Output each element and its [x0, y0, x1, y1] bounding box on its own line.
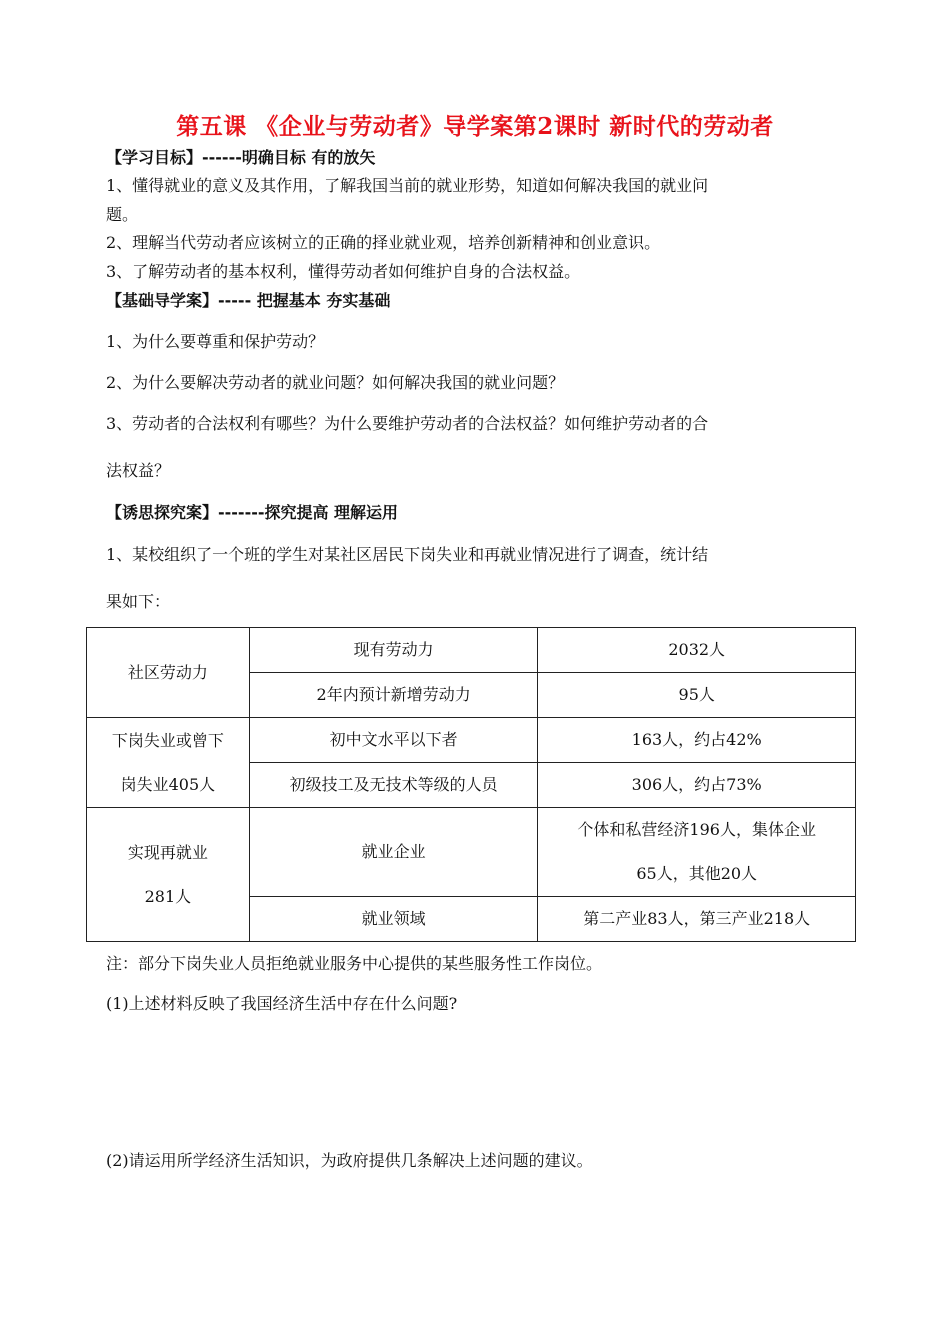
- basics-question-3-line-2: 法权益？: [106, 461, 171, 480]
- row-value-current-labor: 2032人: [538, 628, 856, 673]
- row-item-current-labor: 现有劳动力: [249, 628, 538, 673]
- explore-header: 【诱思探究案】-------探究提高 理解运用: [106, 503, 399, 522]
- row-value-sector: 第二产业83人，第三产业218人: [538, 897, 856, 942]
- survey-table: [86, 627, 856, 942]
- table-row: [87, 628, 856, 673]
- row-value-employer-line-2: 65人，其他20人: [636, 864, 758, 883]
- goal-item-1-line-2: 题。: [106, 205, 139, 224]
- row-item-new-labor: 2年内预计新增劳动力: [249, 673, 538, 718]
- row-value-low-skill: 306人，约占73%: [538, 763, 856, 808]
- group-label-laid-off: [87, 718, 250, 808]
- row-item-low-education: 初中文水平以下者: [249, 718, 538, 763]
- group-label-reemployed-line-2: 281人: [144, 886, 192, 906]
- goal-item-1-line-1: 1、懂得就业的意义及其作用，了解我国当前的就业形势，知道如何解决我国的就业问: [106, 176, 709, 195]
- group-label-reemployed-line-1: 实现再就业: [127, 842, 208, 862]
- table-row: [87, 718, 856, 763]
- basics-question-2: 2、为什么要解决劳动者的就业问题？如何解决我国的就业问题？: [106, 373, 565, 392]
- row-value-new-labor: 95人: [538, 673, 856, 718]
- explore-intro-line-1: 1、某校组织了一个班的学生对某社区居民下岗失业和再就业情况进行了调查，统计结: [106, 545, 709, 564]
- document-title: 第五课 《企业与劳动者》导学案第2课时 新时代的劳动者: [176, 113, 774, 140]
- group-label-community-labor: 社区劳动力: [87, 628, 250, 718]
- basics-header: 【基础导学案】----- 把握基本 夯实基础: [106, 291, 391, 310]
- group-label-laid-off-line-2: 岗失业405人: [120, 774, 216, 794]
- goals-header: 【学习目标】------明确目标 有的放矢: [106, 148, 376, 167]
- row-value-low-education: 163人，约占42%: [538, 718, 856, 763]
- row-item-employer: 就业企业: [249, 808, 538, 897]
- row-value-employer-line-1: 个体和私营经济196人，集体企业: [577, 820, 816, 839]
- row-value-employer: [538, 808, 856, 897]
- goal-item-2: 2、理解当代劳动者应该树立的正确的择业就业观，培养创新精神和创业意识。: [106, 233, 661, 252]
- basics-question-1: 1、为什么要尊重和保护劳动？: [106, 332, 325, 351]
- group-label-laid-off-line-1: 下岗失业或曾下: [111, 730, 224, 750]
- sub-question-2: (2)请运用所学经济生活知识，为政府提供几条解决上述问题的建议。: [106, 1151, 593, 1170]
- table-row: [87, 808, 856, 897]
- table-note: 注：部分下岗失业人员拒绝就业服务中心提供的某些服务性工作岗位。: [106, 954, 603, 973]
- sub-question-1: (1)上述材料反映了我国经济生活中存在什么问题?: [106, 994, 458, 1013]
- group-label-reemployed: [87, 808, 250, 942]
- basics-question-3-line-1: 3、劳动者的合法权利有哪些？为什么要维护劳动者的合法权益？如何维护劳动者的合: [106, 414, 709, 433]
- row-item-low-skill: 初级技工及无技术等级的人员: [249, 763, 538, 808]
- goal-item-3: 3、了解劳动者的基本权利，懂得劳动者如何维护自身的合法权益。: [106, 262, 581, 281]
- explore-intro-line-2: 果如下：: [106, 592, 171, 611]
- row-item-sector: 就业领域: [249, 897, 538, 942]
